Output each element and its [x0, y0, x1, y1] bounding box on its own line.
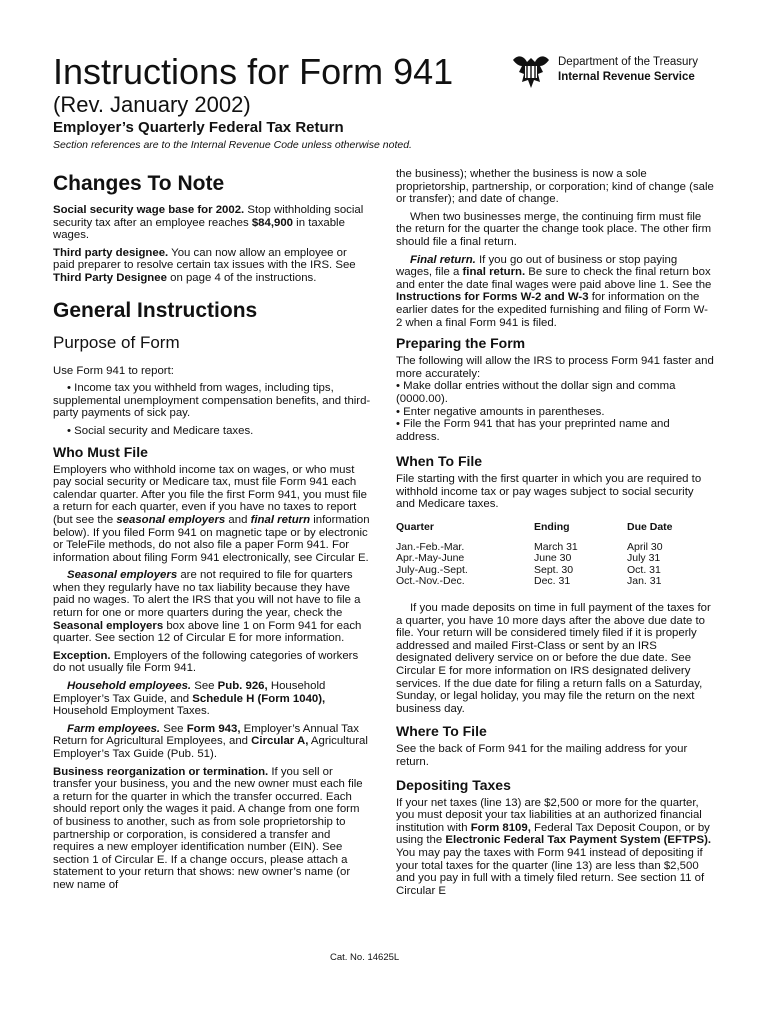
preparing-bullet: • File the Form 941 that has your preprinted name and address.	[396, 418, 670, 443]
farm-paragraph: Farm employees. See Form 943, Employer’s Annual Tax Return for Agricultural Employees, and Circular A, Agricultural Employer’s Tax Guide (Pub. 51).	[53, 722, 368, 760]
table-cell: July 31	[627, 552, 661, 565]
where-to-file-heading: Where To File	[396, 723, 487, 740]
depositing-taxes-heading: Depositing Taxes	[396, 776, 511, 793]
preparing-intro: The following will allow the IRS to process Form 941 faster and more accurately:	[396, 355, 714, 380]
table-cell: April 30	[627, 540, 663, 553]
table-cell: March 31	[534, 540, 578, 553]
table-header: Ending	[534, 521, 570, 534]
purpose-bullet: • Social security and Medicare taxes.	[67, 424, 254, 437]
depositing-taxes-paragraph: If your net taxes (line 13) are $2,500 or more for the quarter, you must deposit your tax liabilities at an authorized financial institution with Form 8109, Federal Tax Deposit Coupon, or by using the Electronic Federal Tax Payment System (EFTPS). You may pay the taxes with Form 941 instead of depositing if your total taxes for the quarter (line 13) are less than $2,500 and you pay in full with a timely filed return. See section 11 of Circular E	[396, 796, 712, 897]
who-must-file-paragraph: Employers who withhold income tax on wages, or who must pay social security or Medicare tax, must file Form 941 each calendar quarter. After you file the first Form 941, you must file a return for each quarter, even if you have no taxes to report (but see the seasonal employers and final return information below). If you filed Form 941 on magnetic tape or by electronic or TeleFile methods, do not also file a paper Form 941. For information about filing Form 941 electronically, see Circular E.	[53, 463, 370, 564]
table-cell: Oct.-Nov.-Dec.	[396, 575, 465, 588]
table-cell: Apr.-May-June	[396, 552, 465, 565]
third-party-paragraph: Third party designee. You can now allow an employee or paid preparer to resolve certain tax issues with the IRS. See Third Party Designee on page 4 of the instructions.	[53, 246, 356, 284]
merge-paragraph: When two businesses merge, the continuing firm must file the return for the quarter the change took place. The other firm should file a final return.	[396, 210, 712, 248]
purpose-bullet: • Income tax you withheld from wages, including tips, supplemental unemployment compensation benefits, and third-party payments of sick pay.	[53, 382, 371, 420]
table-cell: Dec. 31	[534, 575, 571, 588]
table-cell: June 30	[534, 552, 572, 565]
table-header-row	[396, 521, 696, 542]
department-name: Department of the Treasury	[558, 56, 698, 68]
changes-heading: Changes To Note	[53, 172, 225, 195]
exception-paragraph: Exception. Employers of the following categories of workers do not usually file Form 941.	[53, 649, 359, 675]
department-label	[558, 55, 698, 85]
ss-wage-paragraph: Social security wage base for 2002. Stop withholding social security tax after an employee reaches $84,900 in taxable wages.	[53, 204, 364, 242]
table-row	[396, 576, 696, 588]
due-date-table	[396, 521, 696, 588]
when-to-file-heading: When To File	[396, 453, 483, 470]
catalog-number: Cat. No. 14625L	[330, 952, 400, 963]
preparing-bullet: • Enter negative amounts in parentheses.	[396, 405, 605, 418]
when-to-file-paragraph: File starting with the first quarter in which you are required to withhold income tax or pay wages subject to social security and Medicare taxes.	[396, 473, 702, 511]
where-to-file-paragraph: See the back of Form 941 for the mailing address for your return.	[396, 743, 688, 768]
irs-eagle-logo-icon	[510, 52, 552, 92]
section-note: Section references are to the Internal Revenue Code unless otherwise noted.	[53, 139, 412, 151]
reorganization-paragraph: Business reorganization or termination. If you sell or transfer your business, you and the new owner must each file a return for the quarter in which the transfer occurred. Each should report only the wages it paid. A change from one form of business to another, such as from sole proprietorship to partnership or corporation, is considered a transfer and requires a new employer identification number (EIN). See section 1 of Circular E. If a change occurs, please attach a statement to your return that shows: new owner’s name (or new name of	[53, 765, 363, 891]
table-cell: Jan. 31	[627, 575, 662, 588]
table-header: Due Date	[627, 521, 673, 534]
general-instructions-heading: General Instructions	[53, 298, 258, 322]
continued-paragraph: the business); whether the business is now a sole proprietorship, partnership, or corporation; kind of change (sale or transfer); and date of change.	[396, 168, 714, 206]
purpose-intro: Use Form 941 to report:	[53, 364, 174, 377]
purpose-heading: Purpose of Form	[53, 332, 180, 352]
seasonal-employers-paragraph: Seasonal employers are not required to file for quarters when they regularly have no tax liability because they have paid no wages. To alert the IRS that you will not have to file a return for one or more quarters during the year, check the Seasonal employers box above line 1 on Form 941 for each quarter. See section 12 of Circular E for more information.	[53, 569, 362, 645]
table-cell: Jan.-Feb.-Mar.	[396, 540, 465, 553]
timely-filing-paragraph: If you made deposits on time in full payment of the taxes for a quarter, you have 10 more days after the above due date to file. Your return will be considered timely filed if it is properly addressed and mailed First-Class or sent by an IRS designated delivery service on or before the due date. See Circular E for more information on IRS designated delivery services. If the due date for filing a return falls on a Saturday, Sunday, or legal holiday, you may file the return on the next business day.	[396, 602, 711, 715]
final-return-paragraph: Final return. If you go out of business or stop paying wages, file a final return. Be sure to check the final return box and enter the date final wages were paid above line 1. See the Instructions for Forms W-2 and W-3 for information on the earlier dates for the expedited furnishing and filing of Form W-2 when a final Form 941 is filed.	[396, 253, 712, 329]
table-header: Quarter	[396, 521, 434, 534]
right-column	[396, 168, 714, 902]
household-paragraph: Household employees. See Pub. 926, Household Employer’s Tax Guide, and Schedule H (Form 1040), Household Employment Taxes.	[53, 680, 326, 718]
preparing-bullet: • Make dollar entries without the dollar sign and comma (0000.00).	[396, 380, 676, 405]
agency-name: Internal Revenue Service	[558, 71, 695, 83]
page-title: Instructions for Form 941	[53, 51, 454, 92]
table-cell: July-Aug.-Sept.	[396, 563, 468, 576]
revision-date: (Rev. January 2002)	[53, 92, 251, 117]
who-must-file-heading: Who Must File	[53, 443, 148, 460]
table-cell: Oct. 31	[627, 563, 661, 576]
left-column	[53, 168, 371, 897]
preparing-heading: Preparing the Form	[396, 335, 526, 352]
form-subtitle: Employer’s Quarterly Federal Tax Return	[53, 119, 344, 136]
table-cell: Sept. 30	[534, 563, 574, 576]
